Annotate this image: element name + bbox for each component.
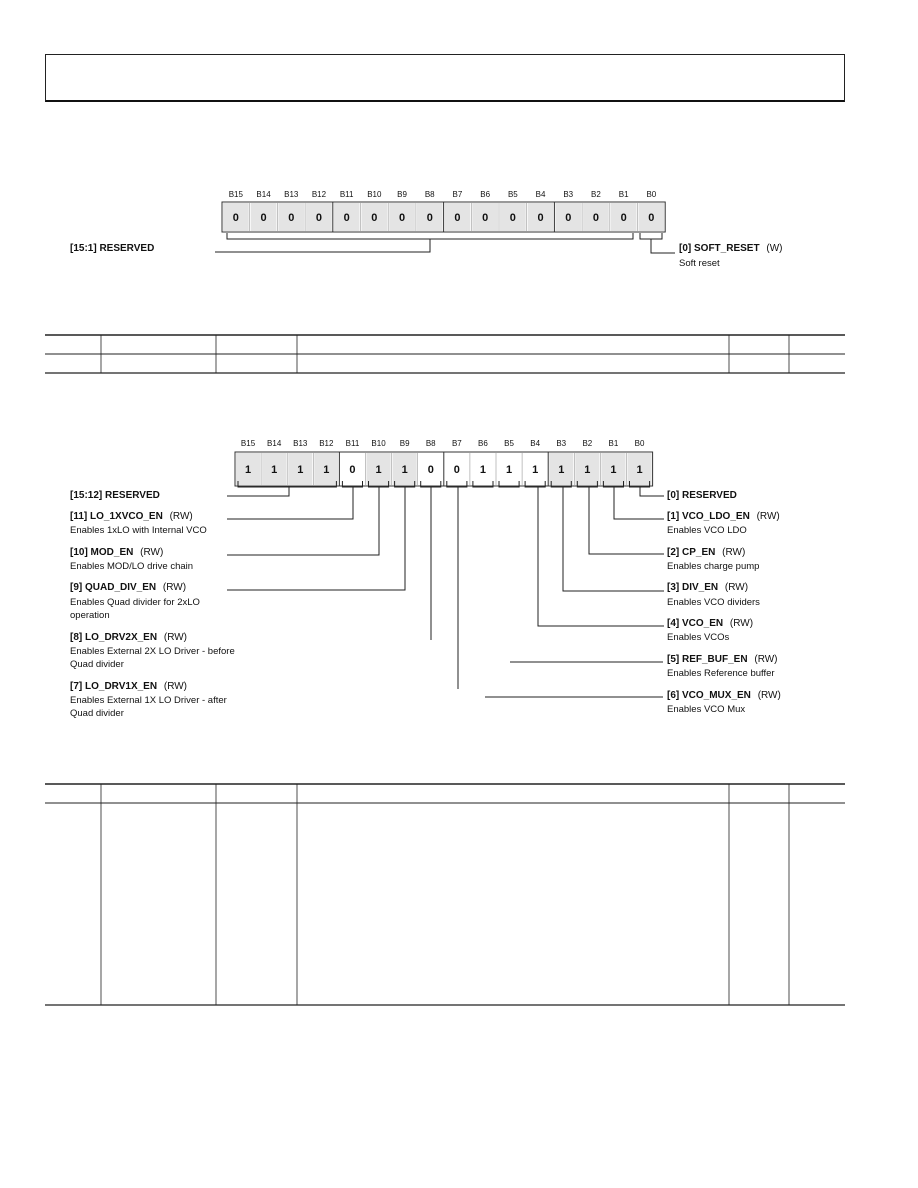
r1-bit-value: 0 — [648, 212, 655, 224]
r1-bit-value: 0 — [260, 212, 267, 224]
r2-bit-label: B14 — [267, 439, 282, 448]
field-9-desc-line2: operation — [70, 610, 110, 621]
register1-softreset-desc: Soft reset — [679, 258, 720, 269]
r1-bit-value: 0 — [537, 212, 544, 224]
field-1-desc: Enables VCO LDO — [667, 525, 747, 536]
r1-bit-value: 0 — [343, 212, 350, 224]
field-4-desc: Enables VCOs — [667, 632, 730, 643]
r1-bit-label: B0 — [646, 190, 657, 199]
field-6-desc: Enables VCO Mux — [667, 704, 746, 715]
r2-bit-value: 1 — [558, 464, 565, 476]
field-0-name: [0] RESERVED — [667, 490, 737, 501]
register1-bit-labels — [229, 190, 657, 199]
register1-reserved-leader — [215, 239, 430, 252]
r1-bit-label: B7 — [452, 190, 463, 199]
r1-bit-label: B11 — [339, 190, 354, 199]
field-3-name: [3] DIV_EN (RW) — [667, 582, 749, 593]
register2-bit-labels — [241, 439, 645, 448]
field-5-desc: Enables Reference buffer — [667, 668, 775, 679]
field-7-name: [7] LO_DRV1X_EN (RW) — [70, 681, 187, 692]
r2-bit-label: B12 — [319, 439, 334, 448]
r2-bit-value: 1 — [323, 464, 330, 476]
field-8-name: [8] LO_DRV2X_EN (RW) — [70, 632, 187, 643]
r1-bit-value: 0 — [592, 212, 600, 224]
register1-reserved-bracket — [227, 233, 633, 239]
r2-bit-label: B5 — [504, 439, 514, 448]
r1-bit-value: 0 — [454, 212, 461, 224]
r2-bit-value: 0 — [349, 464, 356, 476]
register2-left-leaders — [227, 487, 458, 689]
field-7-desc-line1: Enables External 1X LO Driver - after — [70, 695, 227, 706]
r2-bit-value: 1 — [584, 464, 591, 476]
r2-bit-value: 1 — [636, 464, 643, 476]
r2-bit-value: 0 — [453, 464, 460, 476]
r1-bit-value: 0 — [426, 212, 433, 224]
r2-bit-label: B13 — [293, 439, 308, 448]
r1-bit-value: 0 — [315, 212, 323, 224]
r1-bit-value: 0 — [509, 212, 516, 224]
r1-bit-label: B3 — [563, 190, 574, 199]
r1-bit-value: 0 — [288, 212, 295, 224]
r2-bit-value: 1 — [401, 464, 408, 476]
r1-bit-label: B9 — [397, 190, 407, 199]
register2-left-labels — [70, 490, 235, 719]
r1-bit-label: B13 — [284, 190, 299, 199]
r2-bit-value: 1 — [505, 464, 513, 476]
r2-bit-label: B0 — [634, 439, 645, 448]
field-10-name: [10] MOD_EN (RW) — [70, 547, 164, 558]
table2-rules — [45, 784, 845, 1005]
r1-bit-label: B1 — [618, 190, 629, 199]
r1-bit-label: B4 — [535, 190, 546, 199]
field-8-desc-line2: Quad divider — [70, 659, 124, 670]
r2-bit-label: B10 — [371, 439, 386, 448]
r2-bit-value: 1 — [610, 464, 617, 476]
r1-bit-label: B5 — [507, 190, 518, 199]
field-10-desc: Enables MOD/LO drive chain — [70, 561, 194, 572]
r1-bit-value: 0 — [232, 212, 239, 224]
r2-bit-label: B8 — [425, 439, 436, 448]
field-2-name: [2] CP_EN (RW) — [667, 547, 746, 558]
r2-bit-label: B3 — [556, 439, 567, 448]
r1-bit-value: 0 — [565, 212, 572, 224]
r2-bit-label: B15 — [240, 439, 256, 448]
register2-right-leaders — [485, 487, 664, 697]
r1-bit-value: 0 — [620, 212, 627, 224]
field-11-name: [11] LO_1XVCO_EN (RW) — [70, 511, 193, 522]
r2-bit-label: B6 — [478, 439, 488, 448]
field-7-desc-line2: Quad divider — [70, 708, 124, 719]
r2-bit-value: 1 — [375, 464, 382, 476]
r1-bit-label: B12 — [311, 190, 327, 199]
r2-bit-label: B2 — [582, 439, 593, 448]
r2-bit-value: 1 — [532, 464, 539, 476]
register1-softreset-label: [0] SOFT_RESET (W) — [679, 243, 783, 254]
register1-softreset-leader — [651, 239, 675, 253]
field-5-name: [5] REF_BUF_EN (RW) — [667, 654, 778, 665]
r1-bit-label: B10 — [367, 190, 382, 199]
register1-reserved-label: [15:1] RESERVED — [70, 243, 155, 254]
r2-bit-label: B1 — [608, 439, 619, 448]
field-6-name: [6] VCO_MUX_EN (RW) — [667, 690, 781, 701]
field-8-desc-line1: Enables External 2X LO Driver - before — [70, 646, 235, 657]
r1-bit-label: B8 — [424, 190, 435, 199]
r1-bit-value: 0 — [371, 212, 378, 224]
r2-bit-label: B7 — [451, 439, 462, 448]
r1-bit-label: B15 — [228, 190, 243, 199]
register1-softreset-bracket — [640, 233, 662, 239]
r2-bit-value: 1 — [271, 464, 278, 476]
field-2-desc: Enables charge pump — [667, 561, 760, 572]
r2-bit-value: 1 — [479, 464, 487, 476]
r1-bit-value: 0 — [398, 212, 406, 224]
field-1-name: [1] VCO_LDO_EN (RW) — [667, 511, 780, 522]
r2-bit-value: 1 — [297, 464, 304, 476]
field-11-desc: Enables 1xLO with Internal VCO — [70, 525, 207, 536]
r2-bit-label: B4 — [530, 439, 541, 448]
field-9-name: [9] QUAD_DIV_EN (RW) — [70, 582, 187, 593]
field-15-12-name: [15:12] RESERVED — [70, 490, 160, 501]
r1-bit-label: B6 — [480, 190, 491, 199]
r2-bit-label: B9 — [399, 439, 410, 448]
register2-right-labels — [667, 490, 781, 715]
field-9-desc-line1: Enables Quad divider for 2xLO — [70, 597, 200, 608]
r1-bit-value: 0 — [482, 212, 489, 224]
r1-bit-label: B2 — [591, 190, 601, 199]
r2-bit-value: 1 — [244, 464, 252, 476]
field-3-desc: Enables VCO dividers — [667, 597, 760, 608]
r1-bit-label: B14 — [256, 190, 271, 199]
r2-bit-value: 0 — [427, 464, 434, 476]
table1-rules — [45, 335, 845, 373]
field-4-name: [4] VCO_EN (RW) — [667, 618, 754, 629]
r2-bit-label: B11 — [345, 439, 360, 448]
